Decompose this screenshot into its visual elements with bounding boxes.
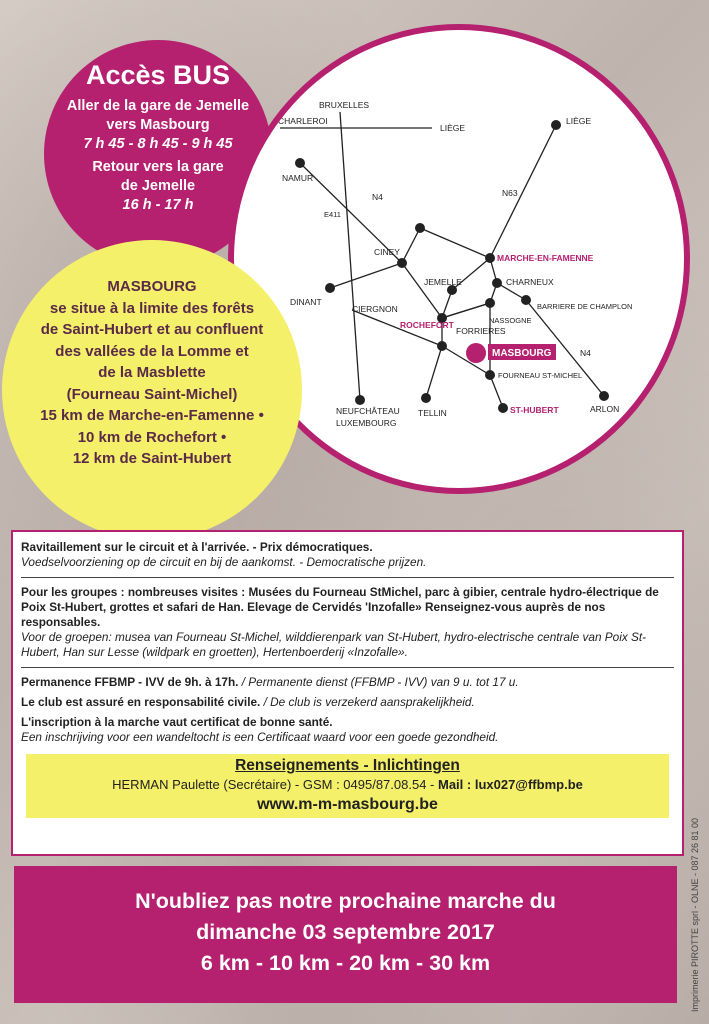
- label-marche: MARCHE-EN-FAMENNE: [497, 253, 594, 263]
- contact-person: HERMAN Paulette (Secrétaire) - GSM : 0495/87.08.54 -: [112, 777, 438, 792]
- next-walk-banner: [14, 866, 677, 1003]
- label-tellin: TELLIN: [418, 408, 447, 418]
- label-neufchateau: NEUFCHÂTEAU: [336, 406, 400, 416]
- label-rochefort: ROCHEFORT: [400, 320, 454, 330]
- info-box: [11, 530, 684, 856]
- label-arlon: ARLON: [590, 404, 620, 414]
- label-fourneau: FOURNEAU ST-MICHEL: [498, 371, 583, 380]
- contact-mail[interactable]: lux027@ffbmp.be: [474, 777, 583, 792]
- bus-line-1: Aller de la gare de Jemelle: [66, 98, 250, 114]
- label-jemelle: JEMELLE: [424, 277, 462, 287]
- label-charneux: CHARNEUX: [506, 277, 554, 287]
- location-line-2: se situe à la limite des forêts: [49, 299, 255, 317]
- label-sthubert: ST-HUBERT: [510, 405, 559, 415]
- banner-line-1: N'oubliez pas notre prochaine marche du: [135, 889, 556, 913]
- bus-line-2: vers Masbourg: [106, 117, 210, 133]
- contact-title: Renseignements - Inlichtingen: [235, 757, 460, 774]
- info-supply-fr: Ravitaillement sur le circuit et à l'arrivée. - Prix démocratiques.: [21, 540, 373, 554]
- divider: [21, 667, 674, 668]
- location-line-4: des vallées de la Lomme et: [55, 342, 249, 360]
- contact-box: [26, 754, 669, 818]
- banner-line-2: dimanche 03 septembre 2017: [196, 920, 495, 944]
- label-ciergnon: CIERGNON: [352, 304, 398, 314]
- label-nassogne: NASSOGNE: [489, 316, 532, 325]
- contact-website[interactable]: www.m-m-masbourg.be: [257, 796, 438, 813]
- label-bruxelles: BRUXELLES: [319, 100, 370, 110]
- label-n4-b: N4: [580, 348, 591, 358]
- location-circle: [2, 240, 302, 540]
- divider: [21, 577, 674, 578]
- label-forrieres: FORRIERES: [456, 326, 506, 336]
- printer-credit: Imprimerie PIROTTE sprl - OLNE - 087 26 81 00: [690, 817, 700, 1012]
- town-dots: [295, 120, 609, 413]
- bus-times-out: 7 h 45 - 8 h 45 - 9 h 45: [83, 136, 233, 152]
- label-masbourg: MASBOURG: [492, 348, 552, 359]
- label-ciney: CINEY: [374, 247, 400, 257]
- location-line-7: 15 km de Marche-en-Famenne •: [40, 407, 264, 424]
- location-line-1: MASBOURG: [107, 278, 197, 295]
- location-line-3: de Saint-Hubert et au confluent: [40, 321, 264, 338]
- info-permanence-nl: / Permanente dienst (FFBMP - IVV) van 9 u. tot 17 u.: [238, 675, 519, 689]
- label-n63: N63: [502, 188, 518, 198]
- label-luxembourg: LUXEMBOURG: [336, 418, 397, 428]
- masbourg-marker: [466, 343, 486, 363]
- contact-line: [26, 777, 669, 792]
- location-line-8: 10 km de Rochefort •: [77, 428, 227, 446]
- label-barriere: BARRIERE DE CHAMPLON: [537, 302, 633, 311]
- bus-line-3: Retour vers la gare: [92, 159, 224, 175]
- info-insurance-nl: / De club is verzekerd aansprakelijkheid.: [260, 695, 475, 709]
- label-namur: NAMUR: [282, 173, 314, 183]
- bus-line-4: de Jemelle: [120, 178, 196, 194]
- info-permanence: [21, 675, 674, 690]
- label-dinant: DINANT: [290, 297, 322, 307]
- bus-title: Accès BUS: [85, 60, 231, 90]
- contact-mail-label: Mail :: [437, 777, 475, 792]
- info-permanence-fr: Permanence FFBMP - IVV de 9h. à 17h.: [21, 675, 239, 689]
- info-groups-nl: Voor de groepen: musea van Fourneau St-Michel, wilddierenpark van St-Hubert, hydro-electrische centrale van Poix St-Hubert, Han sur Lesse (wildpark en groetten), Hertenboerderij «Inzofalle».: [21, 630, 647, 659]
- label-charleroi: CHARLEROI: [278, 116, 328, 126]
- location-line-6: (Fourneau Saint-Michel): [66, 385, 238, 403]
- info-health-fr: L'inscription à la marche vaut certificat de bonne santé.: [21, 715, 333, 729]
- info-groups-fr: Pour les groupes : nombreuses visites : Musées du Fourneau StMichel, parc à gibier, centrale hydro-électrique de Poix St-Hubert, grottes et safari de Han. Elevage de Cervidés 'Inzofalle» Renseignez-vous auprès de nos responsables.: [21, 585, 659, 629]
- location-line-5: de la Masblette: [98, 364, 206, 381]
- banner-line-3: 6 km - 10 km - 20 km - 30 km: [200, 951, 491, 975]
- location-line-9: 12 km de Saint-Hubert: [72, 450, 232, 467]
- info-insurance: [21, 695, 674, 710]
- bus-times-back: 16 h - 17 h: [122, 197, 194, 213]
- info-supply-nl: Voedselvoorziening op de circuit en bij de aankomst. - Democratische prijzen.: [21, 555, 427, 569]
- label-liege-1: LIÈGE: [440, 123, 466, 133]
- info-insurance-fr: Le club est assuré en responsabilité civile.: [21, 695, 261, 709]
- info-health-nl: Een inschrijving voor een wandeltocht is een Certificaat waard voor een goede gezondheid.: [21, 730, 499, 744]
- label-liege-2: LIÈGE: [566, 116, 592, 126]
- label-n4-a: N4: [372, 192, 383, 202]
- label-e411: E411: [324, 210, 341, 219]
